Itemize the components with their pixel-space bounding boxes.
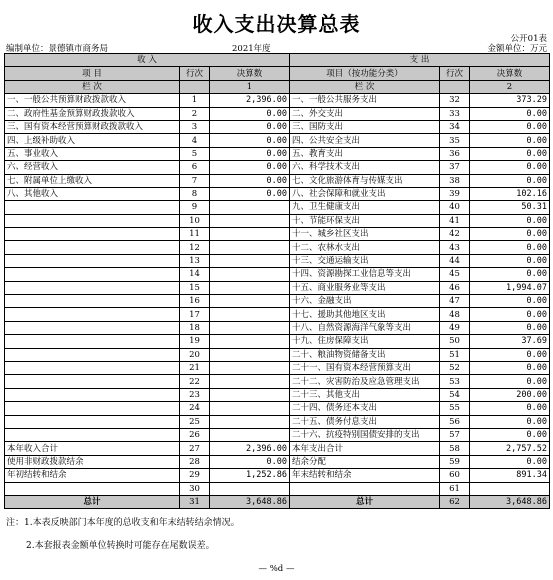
income-item <box>5 375 180 388</box>
income-amount: 0.00 <box>210 120 290 133</box>
income-line-no: 17 <box>180 308 210 321</box>
income-item <box>5 201 180 214</box>
expense-line-no: 51 <box>440 348 470 361</box>
income-total-label: 总计 <box>5 495 180 508</box>
total-row <box>5 495 550 508</box>
income-amount <box>210 295 290 308</box>
income-amount: 1,252.86 <box>210 469 290 482</box>
expense-line-no: 46 <box>440 281 470 294</box>
income-amount <box>210 375 290 388</box>
expense-amount: 0.00 <box>470 415 550 428</box>
income-amount: 0.00 <box>210 455 290 468</box>
income-item <box>5 415 180 428</box>
income-line-no: 19 <box>180 335 210 348</box>
expense-item: 十三、交通运输支出 <box>290 254 440 267</box>
table-row <box>5 308 550 321</box>
expense-amount: 0.00 <box>470 361 550 374</box>
expense-amount <box>470 482 550 495</box>
income-item: 二、政府性基金预算财政拨款收入 <box>5 107 180 120</box>
notes <box>6 515 240 551</box>
income-line-no: 28 <box>180 455 210 468</box>
table-row <box>5 321 550 334</box>
expense-item: 一、一般公共服务支出 <box>290 94 440 107</box>
income-line-header: 行次 <box>180 67 210 80</box>
income-item: 使用非财政拨款结余 <box>5 455 180 468</box>
header-row-section <box>5 54 550 67</box>
expense-item: 十、节能环保支出 <box>290 214 440 227</box>
income-line-blank <box>180 80 210 93</box>
income-item <box>5 402 180 415</box>
income-line-no: 20 <box>180 348 210 361</box>
income-line-no: 14 <box>180 268 210 281</box>
amount-unit: 金额单位：万元 <box>487 44 547 54</box>
income-line-no: 21 <box>180 361 210 374</box>
expense-line-no: 57 <box>440 428 470 441</box>
table-row <box>5 482 550 495</box>
income-item <box>5 214 180 227</box>
income-amount <box>210 348 290 361</box>
income-amount: 2,396.00 <box>210 94 290 107</box>
expense-amount: 0.00 <box>470 161 550 174</box>
income-amount <box>210 268 290 281</box>
income-item <box>5 228 180 241</box>
expense-line-no: 45 <box>440 268 470 281</box>
expense-amount: 0.00 <box>470 455 550 468</box>
income-amount: 0.00 <box>210 107 290 120</box>
expense-line-no: 44 <box>440 254 470 267</box>
expense-line-no: 60 <box>440 469 470 482</box>
expense-amount: 0.00 <box>470 228 550 241</box>
income-header: 收 入 <box>5 54 290 67</box>
income-item: 六、经营收入 <box>5 161 180 174</box>
expense-item: 二十四、债务还本支出 <box>290 402 440 415</box>
income-item: 七、附属单位上缴收入 <box>5 174 180 187</box>
expense-item: 四、公共安全支出 <box>290 134 440 147</box>
expense-column-label: 栏 次 <box>290 80 440 93</box>
income-item: 本年收入合计 <box>5 442 180 455</box>
income-item <box>5 482 180 495</box>
income-line-no: 6 <box>180 161 210 174</box>
income-item <box>5 268 180 281</box>
expense-amount: 37.69 <box>470 335 550 348</box>
income-item <box>5 295 180 308</box>
expense-line-no: 48 <box>440 308 470 321</box>
expense-amount: 2,757.52 <box>470 442 550 455</box>
income-line-no: 25 <box>180 415 210 428</box>
income-item: 三、国有资本经营预算财政拨款收入 <box>5 120 180 133</box>
expense-amount-header: 决算数 <box>470 67 550 80</box>
income-item <box>5 254 180 267</box>
income-amount-header: 决算数 <box>210 67 290 80</box>
expense-amount: 50.31 <box>470 201 550 214</box>
income-line-no: 23 <box>180 388 210 401</box>
table-row <box>5 268 550 281</box>
table-row <box>5 214 550 227</box>
income-line-no: 9 <box>180 201 210 214</box>
expense-amount: 373.29 <box>470 94 550 107</box>
expense-item: 二十三、其他支出 <box>290 388 440 401</box>
expense-line-no: 61 <box>440 482 470 495</box>
expense-line-no: 33 <box>440 107 470 120</box>
expense-amount: 0.00 <box>470 107 550 120</box>
income-item <box>5 335 180 348</box>
expense-line-no: 49 <box>440 321 470 334</box>
expense-item: 十二、农林水支出 <box>290 241 440 254</box>
expense-amount: 200.00 <box>470 388 550 401</box>
expense-line-no: 43 <box>440 241 470 254</box>
expense-item <box>290 482 440 495</box>
expense-line-no: 32 <box>440 94 470 107</box>
income-item <box>5 388 180 401</box>
table-row <box>5 455 550 468</box>
expense-total-line-no: 62 <box>440 495 470 508</box>
expense-item: 十六、金融支出 <box>290 295 440 308</box>
income-amount: 2,396.00 <box>210 442 290 455</box>
table-row <box>5 254 550 267</box>
table-row <box>5 361 550 374</box>
table-row <box>5 187 550 200</box>
income-line-no: 11 <box>180 228 210 241</box>
table-row <box>5 402 550 415</box>
table-row <box>5 388 550 401</box>
expense-total-amount: 3,648.86 <box>470 495 550 508</box>
income-line-no: 15 <box>180 281 210 294</box>
income-line-no: 7 <box>180 174 210 187</box>
income-line-no: 18 <box>180 321 210 334</box>
income-line-no: 24 <box>180 402 210 415</box>
unit-label: 编制单位：景德镇市商务局 <box>6 44 109 54</box>
expense-item: 三、国防支出 <box>290 120 440 133</box>
income-amount <box>210 281 290 294</box>
income-amount: 0.00 <box>210 161 290 174</box>
expense-item: 二十六、抗疫特别国债安排的支出 <box>290 428 440 441</box>
expense-item: 十五、商业服务业等支出 <box>290 281 440 294</box>
income-amount <box>210 388 290 401</box>
table-row <box>5 228 550 241</box>
income-line-no: 1 <box>180 94 210 107</box>
expense-line-no: 50 <box>440 335 470 348</box>
expense-item: 六、科学技术支出 <box>290 161 440 174</box>
expense-item-header: 项目（按功能分类） <box>290 67 440 80</box>
income-item <box>5 348 180 361</box>
header-row-columns <box>5 67 550 80</box>
expense-line-no: 53 <box>440 375 470 388</box>
expense-total-label: 总计 <box>290 495 440 508</box>
expense-line-no: 37 <box>440 161 470 174</box>
expense-item: 结余分配 <box>290 455 440 468</box>
income-line-no: 29 <box>180 469 210 482</box>
expense-item: 本年支出合计 <box>290 442 440 455</box>
income-line-no: 12 <box>180 241 210 254</box>
income-item: 五、事业收入 <box>5 147 180 160</box>
table-row <box>5 107 550 120</box>
income-amount <box>210 254 290 267</box>
table-row <box>5 428 550 441</box>
expense-item: 二十、粮油物资储备支出 <box>290 348 440 361</box>
table-row <box>5 335 550 348</box>
income-item <box>5 241 180 254</box>
year-label: 2021年度 <box>232 44 271 54</box>
income-amount <box>210 335 290 348</box>
expense-line-no: 55 <box>440 402 470 415</box>
expense-amount: 102.16 <box>470 187 550 200</box>
income-column-label: 栏 次 <box>5 80 180 93</box>
expense-item: 八、社会保障和就业支出 <box>290 187 440 200</box>
expense-item: 九、卫生健康支出 <box>290 201 440 214</box>
expense-line-no: 39 <box>440 187 470 200</box>
income-line-no: 10 <box>180 214 210 227</box>
report-code: 公开01表 <box>510 34 547 44</box>
income-item <box>5 281 180 294</box>
income-item <box>5 308 180 321</box>
expense-line-no: 59 <box>440 455 470 468</box>
expense-item: 十九、住房保障支出 <box>290 335 440 348</box>
income-line-no: 8 <box>180 187 210 200</box>
income-line-no: 26 <box>180 428 210 441</box>
income-line-no: 4 <box>180 134 210 147</box>
expense-col-index: 2 <box>470 80 550 93</box>
income-item: 八、其他收入 <box>5 187 180 200</box>
expense-item: 二十二、灾害防治及应急管理支出 <box>290 375 440 388</box>
table-row <box>5 281 550 294</box>
expense-amount: 0.00 <box>470 254 550 267</box>
expense-line-no: 52 <box>440 361 470 374</box>
income-amount <box>210 241 290 254</box>
income-line-no: 30 <box>180 482 210 495</box>
expense-item: 十一、城乡社区支出 <box>290 228 440 241</box>
income-line-no: 22 <box>180 375 210 388</box>
expense-amount: 0.00 <box>470 134 550 147</box>
expense-amount: 891.34 <box>470 469 550 482</box>
income-item: 一、一般公共预算财政拨款收入 <box>5 94 180 107</box>
income-col-index: 1 <box>210 80 290 93</box>
income-total-line-no: 31 <box>180 495 210 508</box>
header-row-column-index <box>5 80 550 93</box>
income-line-no: 27 <box>180 442 210 455</box>
income-line-no: 2 <box>180 107 210 120</box>
expense-line-no: 54 <box>440 388 470 401</box>
income-amount <box>210 308 290 321</box>
income-amount <box>210 228 290 241</box>
table-row <box>5 94 550 107</box>
expense-line-no: 36 <box>440 147 470 160</box>
table-row <box>5 469 550 482</box>
table-row <box>5 348 550 361</box>
income-line-no: 16 <box>180 295 210 308</box>
expense-line-no: 40 <box>440 201 470 214</box>
table-row <box>5 442 550 455</box>
income-item <box>5 361 180 374</box>
expense-line-no: 41 <box>440 214 470 227</box>
income-item-header: 项 目 <box>5 67 180 80</box>
expense-item: 七、文化旅游体育与传媒支出 <box>290 174 440 187</box>
income-item <box>5 428 180 441</box>
expense-amount: 0.00 <box>470 402 550 415</box>
expense-item: 二、外交支出 <box>290 107 440 120</box>
page-footer: — %d — <box>258 564 295 574</box>
income-amount <box>210 201 290 214</box>
expense-amount: 0.00 <box>470 241 550 254</box>
table-row <box>5 241 550 254</box>
expense-item: 年末结转和结余 <box>290 469 440 482</box>
expense-amount: 0.00 <box>470 375 550 388</box>
income-line-no: 5 <box>180 147 210 160</box>
expense-item: 五、教育支出 <box>290 147 440 160</box>
table-row <box>5 147 550 160</box>
expense-line-no: 42 <box>440 228 470 241</box>
expense-line-no: 38 <box>440 174 470 187</box>
expense-line-blank <box>440 80 470 93</box>
expense-amount: 0.00 <box>470 147 550 160</box>
income-item <box>5 321 180 334</box>
income-expense-table <box>4 53 550 509</box>
table-row <box>5 375 550 388</box>
table-row <box>5 174 550 187</box>
expense-item: 二十五、债务付息支出 <box>290 415 440 428</box>
income-amount <box>210 428 290 441</box>
income-item: 四、上级补助收入 <box>5 134 180 147</box>
expense-line-no: 47 <box>440 295 470 308</box>
expense-header: 支 出 <box>290 54 550 67</box>
table-row <box>5 201 550 214</box>
expense-line-no: 34 <box>440 120 470 133</box>
income-amount <box>210 402 290 415</box>
expense-amount: 0.00 <box>470 214 550 227</box>
income-amount: 0.00 <box>210 147 290 160</box>
expense-amount: 0.00 <box>470 295 550 308</box>
income-amount: 0.00 <box>210 174 290 187</box>
expense-item: 二十一、国有资本经营预算支出 <box>290 361 440 374</box>
expense-line-no: 58 <box>440 442 470 455</box>
expense-line-header: 行次 <box>440 67 470 80</box>
income-total-amount: 3,648.86 <box>210 495 290 508</box>
expense-amount: 0.00 <box>470 120 550 133</box>
expense-amount: 0.00 <box>470 308 550 321</box>
table-row <box>5 134 550 147</box>
income-amount: 0.00 <box>210 134 290 147</box>
table-row <box>5 295 550 308</box>
table-row <box>5 415 550 428</box>
income-amount <box>210 361 290 374</box>
report-title: 收入支出决算总表 <box>192 12 361 36</box>
expense-amount: 0.00 <box>470 348 550 361</box>
note-1: 注：1.本表反映部门本年度的总收支和年末结转结余情况。 <box>6 518 240 528</box>
expense-item: 十八、自然资源海洋气象等支出 <box>290 321 440 334</box>
expense-item: 十四、资源勘探工业信息等支出 <box>290 268 440 281</box>
expense-item: 十七、援助其他地区支出 <box>290 308 440 321</box>
expense-amount: 0.00 <box>470 321 550 334</box>
expense-amount: 0.00 <box>470 268 550 281</box>
income-item: 年初结转和结余 <box>5 469 180 482</box>
income-amount <box>210 214 290 227</box>
expense-line-no: 56 <box>440 415 470 428</box>
table-row <box>5 120 550 133</box>
income-amount <box>210 482 290 495</box>
expense-amount: 0.00 <box>470 428 550 441</box>
income-amount <box>210 321 290 334</box>
note-2: 2.本套报表金额单位转换时可能存在尾数误差。 <box>26 541 215 551</box>
income-amount: 0.00 <box>210 187 290 200</box>
income-line-no: 3 <box>180 120 210 133</box>
table-row <box>5 161 550 174</box>
income-line-no: 13 <box>180 254 210 267</box>
income-amount <box>210 415 290 428</box>
expense-amount: 1,994.07 <box>470 281 550 294</box>
expense-amount: 0.00 <box>470 174 550 187</box>
expense-line-no: 35 <box>440 134 470 147</box>
